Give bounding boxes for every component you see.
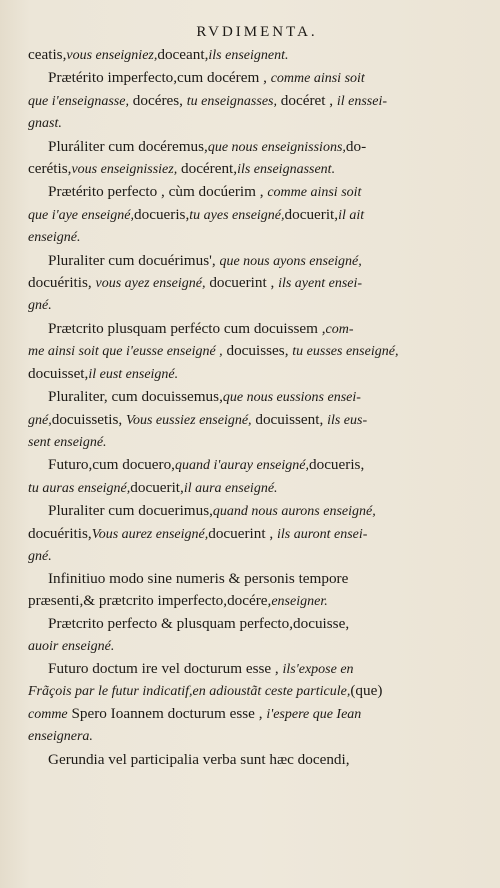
french-gloss: ils enseignassent. bbox=[237, 162, 336, 178]
text-line bbox=[28, 386, 486, 408]
french-gloss: il enssei- bbox=[336, 93, 388, 109]
french-gloss: que i'enseignasse, bbox=[28, 93, 129, 109]
paragraph bbox=[28, 136, 486, 181]
latin-text: docuisses, bbox=[222, 342, 293, 360]
text-line bbox=[28, 204, 486, 226]
french-gloss: i'espere que Iean bbox=[266, 706, 362, 722]
latin-text: Gerundia vel participalia verba sunt hæc docendi, bbox=[48, 750, 350, 768]
latin-text: docuissent, bbox=[251, 410, 328, 428]
text-line bbox=[28, 613, 486, 634]
text-line bbox=[28, 703, 486, 725]
paragraph bbox=[28, 749, 486, 770]
latin-text: docuisset, bbox=[28, 364, 89, 382]
latin-text: docueris, bbox=[309, 456, 365, 474]
latin-text: Prætcrito plusquam perfécto cum docuissem , bbox=[48, 319, 326, 337]
latin-text: docuissetis, bbox=[51, 410, 126, 428]
french-gloss: que i'aye enseigné, bbox=[28, 207, 135, 223]
french-gloss: que nous ayons enseigné, bbox=[219, 253, 362, 269]
latin-text: docueris, bbox=[134, 205, 190, 223]
french-gloss: quand i'auray enseigné, bbox=[174, 458, 309, 474]
paragraph bbox=[28, 613, 486, 657]
latin-text: docuerint , bbox=[205, 274, 279, 292]
latin-text: Futuro doctum ire vel docturum esse , bbox=[48, 659, 283, 677]
french-gloss: ils ayent ensei- bbox=[278, 276, 363, 292]
text-line bbox=[28, 112, 486, 134]
latin-text: Futuro,cum docuero, bbox=[48, 456, 175, 474]
french-gloss: Vous eussiez enseigné, bbox=[125, 412, 252, 428]
french-gloss: auoir enseigné. bbox=[28, 638, 115, 654]
french-gloss: tu enseignasses, bbox=[186, 93, 277, 109]
text-line bbox=[28, 340, 486, 362]
french-gloss: tu ayes enseigné, bbox=[189, 207, 285, 223]
text-line bbox=[28, 680, 486, 702]
text-line bbox=[28, 590, 486, 612]
french-gloss: que nous eussions ensei- bbox=[222, 390, 361, 406]
latin-text: docéret , bbox=[276, 91, 337, 109]
french-gloss: quand nous aurons enseigné, bbox=[212, 504, 376, 520]
paragraph bbox=[28, 67, 486, 134]
french-gloss: comme bbox=[28, 706, 68, 722]
french-gloss: gnast. bbox=[28, 116, 62, 132]
latin-text: doceant, bbox=[157, 46, 209, 63]
text-line bbox=[28, 431, 486, 453]
text-line bbox=[28, 658, 486, 680]
text-line bbox=[28, 409, 486, 431]
latin-text: Pluraliter cum docuerimus, bbox=[48, 502, 213, 520]
text-line bbox=[28, 67, 486, 89]
paragraph bbox=[28, 181, 486, 248]
latin-text: docuerit, bbox=[284, 205, 339, 223]
french-gloss: tu auras enseigné, bbox=[28, 480, 131, 496]
latin-text: Pluraliter, cum docuissemus, bbox=[48, 388, 223, 406]
text-line bbox=[28, 250, 486, 272]
text-line bbox=[28, 477, 486, 499]
text-line bbox=[28, 44, 486, 66]
french-gloss: enseigné. bbox=[28, 230, 81, 246]
body-text bbox=[28, 44, 486, 770]
paragraph bbox=[28, 568, 486, 612]
paragraph bbox=[28, 386, 486, 453]
text-line bbox=[28, 272, 486, 294]
french-gloss: il eust enseigné. bbox=[88, 366, 179, 382]
french-gloss: gné. bbox=[28, 298, 52, 314]
text-line bbox=[28, 158, 486, 180]
latin-text: docuerit, bbox=[130, 478, 184, 496]
latin-text: docéres, bbox=[128, 91, 187, 109]
text-line bbox=[28, 226, 486, 248]
french-gloss: que nous enseignissions, bbox=[207, 139, 346, 155]
text-line bbox=[28, 523, 486, 545]
french-gloss: il aura enseigné. bbox=[183, 480, 278, 496]
latin-text: docuéritis, bbox=[28, 274, 96, 292]
french-gloss: Frãçois par le futur indicatif,en adioustãt ceste particule, bbox=[28, 684, 351, 700]
french-gloss: Vous aurez enseigné, bbox=[91, 526, 209, 542]
french-gloss: enseigner. bbox=[271, 593, 328, 609]
paragraph bbox=[28, 250, 486, 317]
text-line bbox=[28, 545, 486, 567]
paragraph bbox=[28, 658, 486, 748]
french-gloss: vous enseigniez, bbox=[66, 48, 158, 63]
french-gloss: vous ayez enseigné, bbox=[95, 276, 206, 292]
french-gloss: comme ainsi soit bbox=[267, 185, 362, 201]
paragraph bbox=[28, 318, 486, 385]
latin-text: Pluráliter cum docéremus, bbox=[48, 137, 208, 155]
french-gloss: ils auront ensei- bbox=[276, 526, 368, 542]
text-line bbox=[28, 318, 486, 340]
running-header: RVDIMENTA. bbox=[196, 24, 318, 40]
french-gloss: ils eus- bbox=[327, 412, 368, 428]
text-line bbox=[28, 90, 486, 112]
french-gloss: me ainsi soit que i'eusse enseigné , bbox=[28, 344, 223, 360]
text-line bbox=[28, 294, 486, 316]
french-gloss: vous enseignissiez, bbox=[71, 162, 178, 178]
text-line bbox=[28, 136, 486, 158]
paragraph bbox=[28, 454, 486, 499]
text-line bbox=[28, 749, 486, 770]
french-gloss: il ait bbox=[338, 207, 365, 223]
french-gloss: ils'expose en bbox=[282, 661, 354, 677]
text-line bbox=[28, 635, 486, 657]
latin-text: docuerint , bbox=[208, 524, 277, 542]
text-line bbox=[28, 454, 486, 476]
french-gloss: gné. bbox=[28, 548, 52, 564]
latin-text: docérent, bbox=[177, 160, 238, 178]
latin-text: Spero Ioannem docturum esse , bbox=[67, 704, 267, 722]
text-line bbox=[28, 181, 486, 203]
text-line bbox=[28, 363, 486, 385]
paragraph bbox=[28, 500, 486, 567]
latin-text: docuéritis, bbox=[28, 524, 92, 542]
french-gloss: sent enseigné. bbox=[28, 434, 107, 450]
text-line bbox=[28, 568, 486, 589]
latin-text: cerétis, bbox=[28, 160, 72, 178]
latin-text: (que) bbox=[350, 682, 383, 700]
french-gloss: com- bbox=[325, 321, 354, 337]
latin-text: Prætérito perfecto , cùm docúerim , bbox=[48, 183, 268, 201]
latin-text: ceatis, bbox=[28, 46, 67, 63]
french-gloss: comme ainsi soit bbox=[270, 71, 365, 87]
french-gloss: gné, bbox=[28, 412, 52, 428]
french-gloss: ils enseignent. bbox=[208, 48, 289, 63]
latin-text: Infinitiuo modo sine numeris & personis tempore bbox=[48, 570, 349, 588]
latin-text: do- bbox=[345, 137, 367, 155]
latin-text: Prætérito imperfecto,cum docérem , bbox=[48, 69, 271, 87]
latin-text: Pluraliter cum docuérimus', bbox=[48, 251, 220, 269]
french-gloss: enseignera. bbox=[28, 729, 93, 745]
paragraph bbox=[28, 44, 486, 66]
latin-text: præsenti,& prætcrito imperfecto,docére, bbox=[28, 591, 272, 609]
french-gloss: tu eusses enseigné, bbox=[292, 344, 399, 360]
text-line bbox=[28, 725, 486, 747]
latin-text: Prætcrito perfecto & plusquam perfecto,docuisse, bbox=[48, 615, 350, 633]
text-line bbox=[28, 500, 486, 522]
